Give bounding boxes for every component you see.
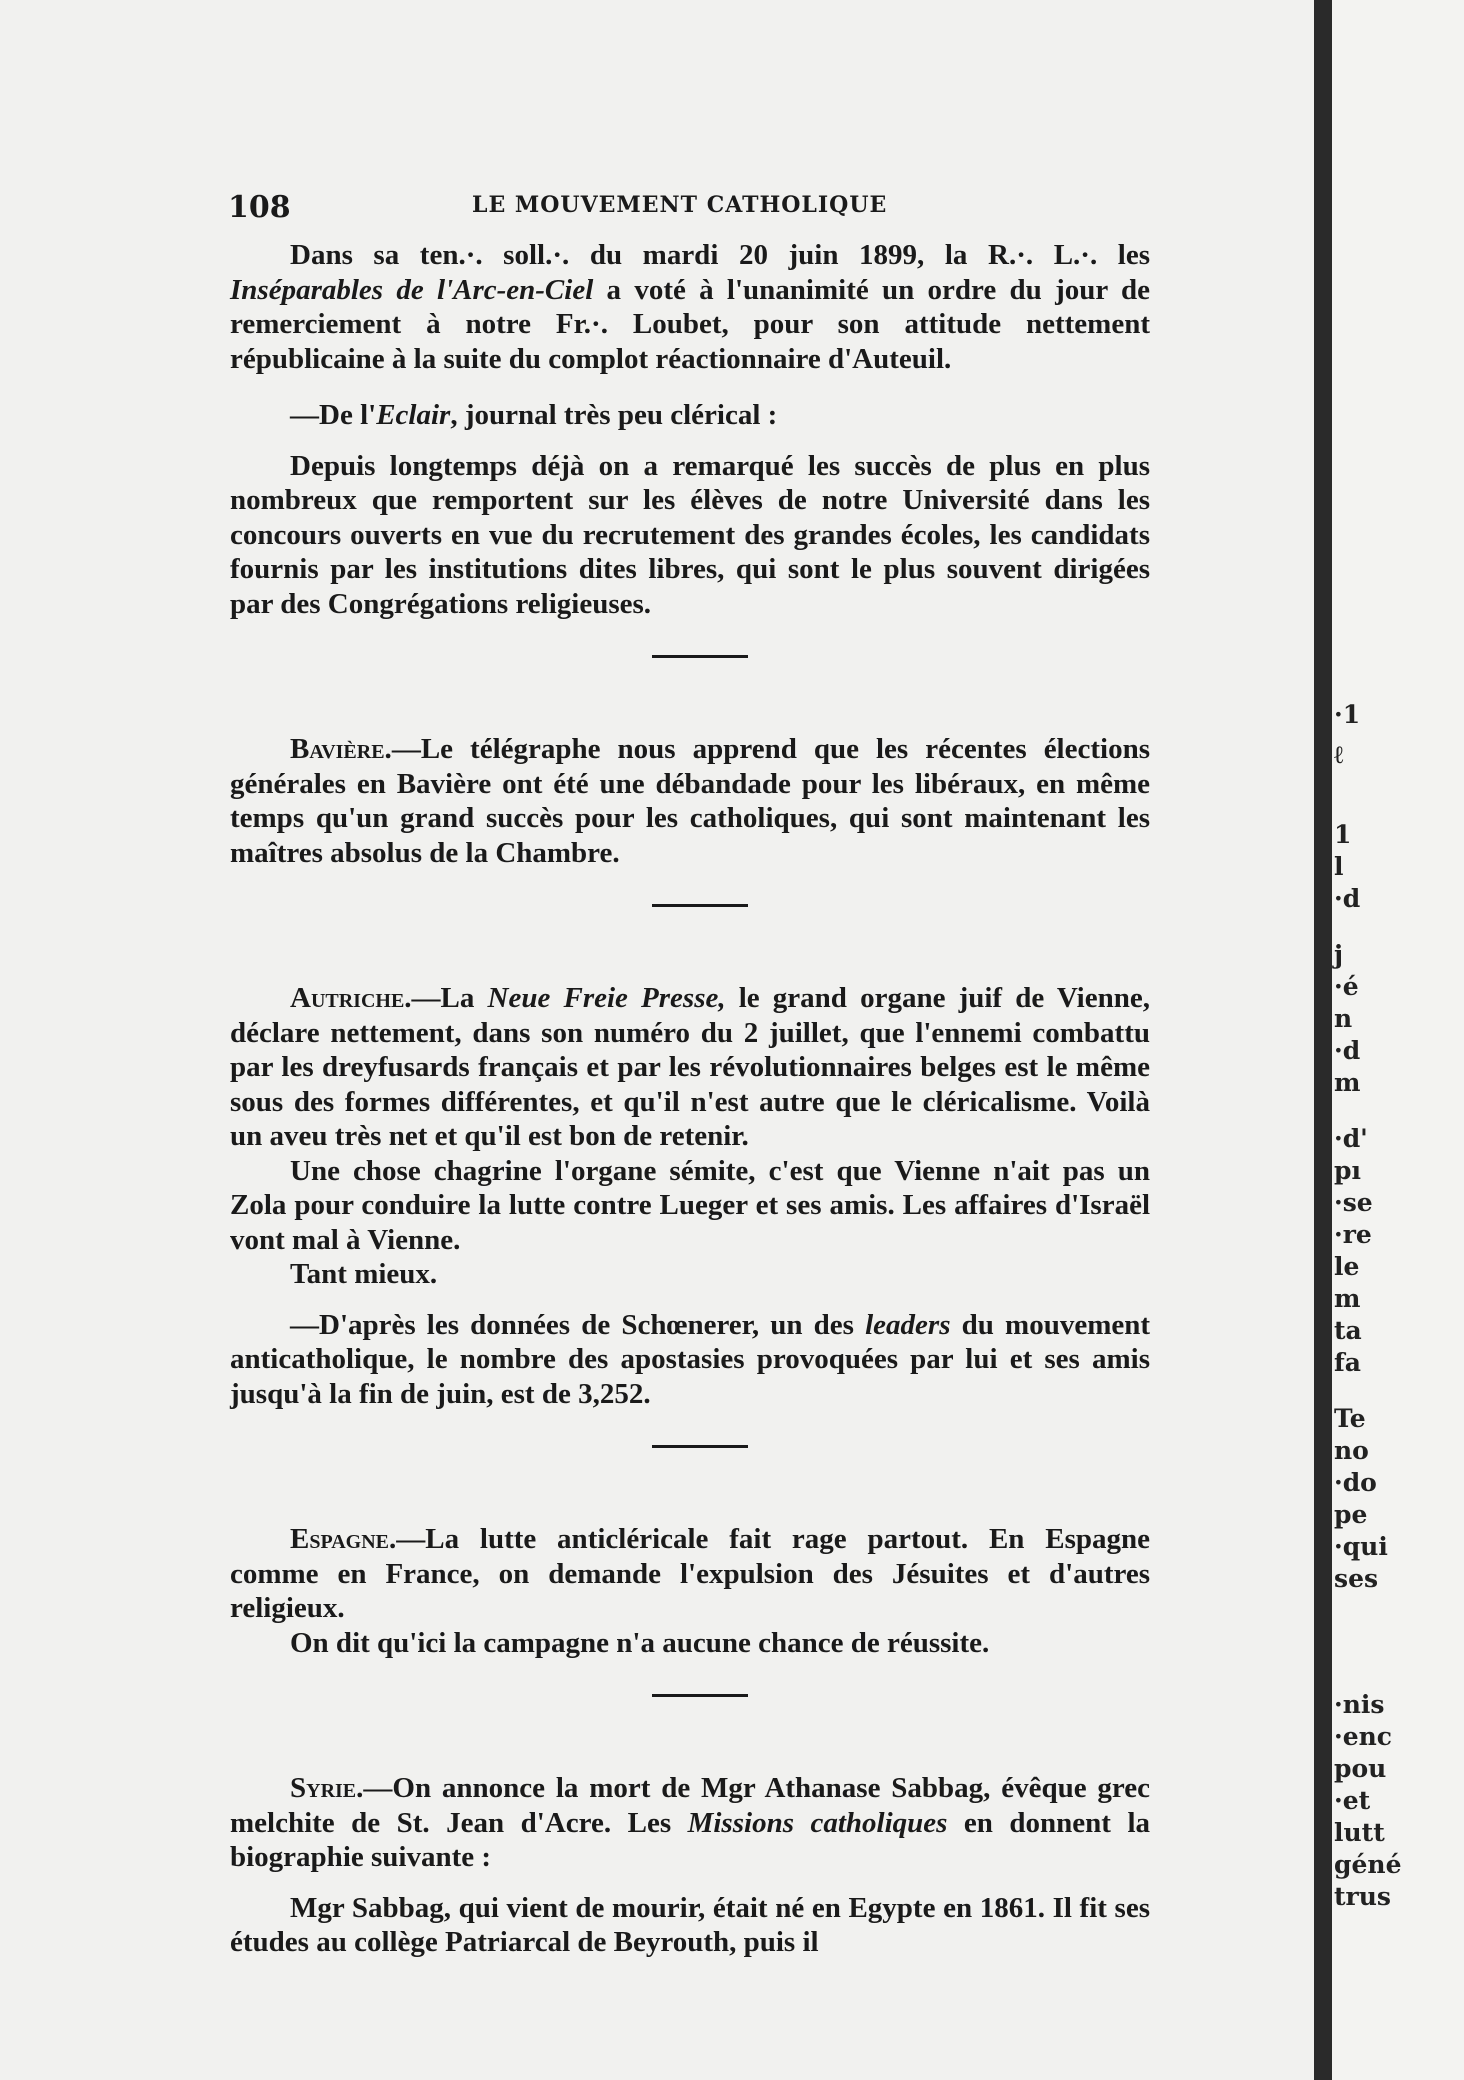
section-label: Autriche. (290, 982, 412, 1014)
paragraph-loge: Dans sa ten.·. soll.·. du mardi 20 juin 1899, la R.·. L.·. les Inséparables de l'Arc-en-Ciel a voté à l'unanimité un ordre du jour de remerciement à notre Fr.·. Loubet, pour son attitude nettement républicaine à la suite du complot réactionnaire d'Auteuil. (230, 239, 1150, 375)
next-page-fragment: ℓ (1334, 740, 1344, 769)
next-page-fragment: ·é (1334, 972, 1359, 1001)
next-page-fragment: géné (1334, 1850, 1402, 1879)
next-page-fragment: ·d' (1334, 1124, 1368, 1153)
next-page-fragment: ·enc (1334, 1722, 1393, 1751)
paragraph-autriche: Autriche.—La Neue Freie Presse, le grand organe juif de Vienne, déclare nettement, dans son numéro du 2 juillet, que l'ennemi combattu par les dreyfusards français et par les révolutionnaires belges est le même sous des formes différentes, et qu'il n'est autre que le cléricalisme. Voilà un aveu très net et qu'il est bon de retenir. (230, 982, 1150, 1152)
next-page-fragment: pı (1334, 1156, 1361, 1185)
paragraph-espagne: Espagne.—La lutte anticléricale fait rage partout. En Espagne comme en France, on demande l'expulsion des Jésuites et d'autres religieux. (230, 1523, 1150, 1624)
next-page-fragment: ·se (1334, 1188, 1373, 1217)
section-label: Espagne. (290, 1523, 397, 1555)
next-page-fragment: m (1334, 1068, 1361, 1097)
section-label: Bavière. (290, 733, 392, 765)
next-page-fragment: l (1334, 852, 1344, 881)
paragraph-eclair-intro: —De l'Eclair, journal très peu clérical : (290, 399, 778, 431)
next-page-fragment: j (1334, 940, 1344, 969)
next-page-fragment: no (1334, 1436, 1369, 1465)
quote-eclair: Depuis longtemps déjà on a remarqué les succès de plus en plus nombreux que remportent sur les élèves de notre Université dans les concours ouverts en vue du recrutement des grandes écoles, les candidats fournis par les institutions dites libres, qui sont le plus souvent dirigées par des Congrégations religieuses. (230, 449, 1150, 620)
section-label: Syrie. (290, 1772, 364, 1804)
next-page-fragment: ·et (1334, 1786, 1371, 1815)
next-page-fragment: pe (1334, 1500, 1368, 1529)
next-page-fragment: ·re (1334, 1220, 1372, 1249)
section-divider (652, 1445, 748, 1448)
text-column (230, 238, 1150, 1960)
paragraph-sabbag: Mgr Sabbag, qui vient de mourir, était né en Egypte en 1861. Il fit ses études au collège Patriarcal de Beyrouth, puis il (230, 1891, 1150, 1958)
page-header (0, 190, 1314, 230)
next-page-fragment: ses (1334, 1564, 1379, 1593)
section-divider (652, 655, 748, 658)
next-page-fragment: Te (1334, 1404, 1366, 1433)
next-page-fragment: ·qui (1334, 1532, 1388, 1561)
next-page-fragment: m (1334, 1284, 1361, 1313)
paragraph-zola: Une chose chagrine l'organe sémite, c'est que Vienne n'ait pas un Zola pour conduire la lutte contre Lueger et ses amis. Les affaires d'Israël vont mal à Vienne. (230, 1154, 1150, 1256)
book-spine (1314, 0, 1332, 2080)
next-page-fragment: 1 (1334, 820, 1352, 849)
next-page-fragment: n (1334, 1004, 1353, 1033)
next-page-fragment: ·1 (1334, 700, 1361, 729)
running-title: LE MOUVEMENT CATHOLIQUE (472, 192, 888, 218)
next-page-fragment: le (1334, 1252, 1360, 1281)
section-divider (652, 1694, 748, 1697)
next-page-fragment: trus (1334, 1882, 1391, 1911)
paragraph-schoenerer: —D'après les données de Schœnerer, un des leaders du mouvement anticatholique, le nombre des apostasies provoquées par lui et ses amis jusqu'à la fin de juin, est de 3,252. (230, 1308, 1151, 1410)
paragraph-syrie: Syrie.—On annonce la mort de Mgr Athanase Sabbag, évêque grec melchite de St. Jean d'Acre. Les Missions catholiques en donnent la biographie suivante : (230, 1772, 1150, 1873)
next-page-fragment: ta (1334, 1316, 1362, 1345)
next-page-fragment: ·nis (1334, 1690, 1385, 1719)
next-page-fragment: fa (1334, 1348, 1361, 1377)
next-page-fragment: pou (1334, 1754, 1387, 1783)
next-page-fragment: ·do (1334, 1468, 1377, 1497)
next-page-fragment: ·d (1334, 884, 1361, 913)
next-page-fragment: ·d (1334, 1036, 1361, 1065)
paragraph-campagne: On dit qu'ici la campagne n'a aucune chance de réussite. (290, 1626, 990, 1659)
section-divider (652, 904, 748, 907)
paragraph-baviere: Bavière.—Le télégraphe nous apprend que les récentes élections générales en Bavière ont été une débandade pour les libéraux, en même temps qu'un grand succès pour les catholiques, qui sont maintenant les maîtres absolus de la Chambre. (230, 733, 1150, 869)
paragraph-tant-mieux: Tant mieux. (290, 1258, 438, 1290)
page-number: 108 (228, 190, 291, 225)
next-page-fragment: lutt (1334, 1818, 1385, 1847)
next-page-edge (1332, 0, 1464, 2080)
